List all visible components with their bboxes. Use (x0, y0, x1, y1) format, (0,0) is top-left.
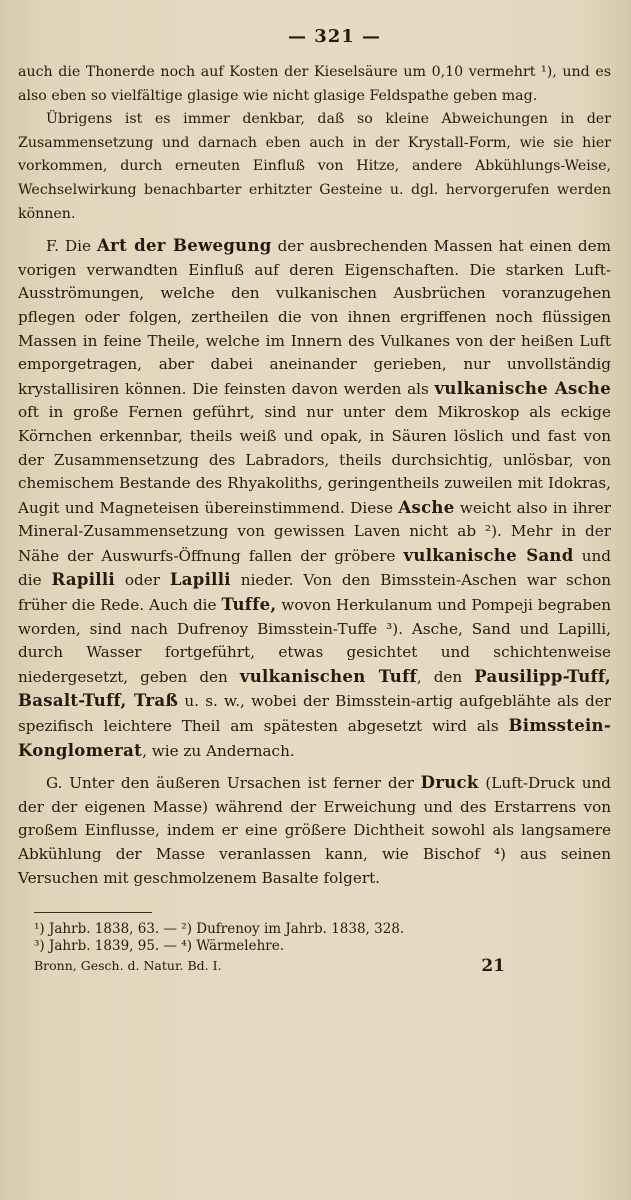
text-run: wovon Herkulanum und Pompeji begraben worden, sind nach Dufrenoy Bimsstein-Tuffe ³). Asche, Sand und Lapilli, durch Wasser fortgeführt, etwas gesichtet und schichtenweise niedergesetzt, geben den (18, 596, 611, 686)
paragraph-gap (18, 226, 611, 234)
paragraph-p4 (18, 771, 611, 890)
page-number: — 321 — (287, 26, 382, 47)
paragraph-p2 (18, 108, 611, 226)
footnote-line: ³) Jahrb. 1839, 95. — ⁴) Wärmelehre. (34, 938, 284, 955)
paragraph-gap (18, 763, 611, 771)
text-run: , den (416, 667, 475, 686)
text-run: und die (18, 546, 611, 590)
emphasized-term: Art der Bewegung (96, 236, 272, 256)
emphasized-term: Rapilli (51, 570, 115, 590)
text-run: G. Unter den äußeren Ursachen ist ferner der (46, 774, 421, 793)
emphasized-term: Asche (398, 497, 455, 517)
page-footer (34, 957, 601, 975)
text-run: (Luft-Druck und der der eigenen Masse) während der Erweichung und des Erstarrens von großem Einflusse, indem er eine größere Dichtheit sowohl als langsamere Abkühlung der Masse veranlassen kann, wie Bischof ⁴) aus seinen Versuchen mit geschmolzenem Basalte folgert. (18, 774, 611, 887)
emphasized-term: vulkanischen Tuff (239, 666, 417, 686)
emphasized-term: Druck (420, 773, 479, 793)
text-run: nieder. Von den Bimsstein-Aschen war schon früher die Rede. Auch die (18, 571, 611, 615)
paragraph-p1 (18, 61, 611, 108)
text-run: weicht also in ihrer Mineral-Zusammensetzung von gewissen Laven nicht ab ²). Mehr in der Nähe der Auswurfs-Öffnung fallen der gröbere (18, 498, 611, 565)
emphasized-term: vulkanische Asche (434, 378, 611, 398)
footnote-rule (34, 912, 152, 913)
emphasized-term: Bimsstein-Konglomerat (18, 716, 611, 760)
text-run: oder (114, 571, 170, 590)
paragraph-p3 (18, 234, 611, 763)
text-run: auch die Thonerde noch auf Kosten der Kieselsäure um 0,10 vermehrt ¹), und es also eben so vielfältige glasige wie nicht glasige Feldspathe geben mag. (18, 64, 611, 104)
text-run: F. Die (46, 237, 97, 256)
text-run: oft in große Fernen geführt, sind nur unter dem Mikroskop als eckige Körnchen erkennbar, theils weiß und opak, in Säuren löslich und fast von der Zusammensetzung des Labradors, theils durchsichtig, unlösbar, von chemischem Bestande des Rhyakoliths, geringentheils zuweilen mit Idokras, Augit und Magneteisen übereinstimmend. Diese (18, 403, 611, 517)
running-title: Bronn, Gesch. d. Natur. Bd. I. (34, 958, 222, 974)
emphasized-term: Lapilli (169, 570, 231, 590)
footnote-line: ¹) Jahrb. 1838, 63. — ²) Dufrenoy im Jahrb. 1838, 328. (34, 921, 405, 938)
text-run: u. s. w., wobei der Bimsstein-artig aufgeblähte als der spezifisch leichtere Theil am spätesten abgesetzt wird als (18, 692, 611, 736)
emphasized-term: Tuffe, (221, 595, 277, 615)
emphasized-term: Pausilipp-Tuff, Basalt-Tuff, Traß (18, 666, 611, 711)
emphasized-term: vulkanische Sand (403, 545, 574, 565)
text-run: Übrigens ist es immer denkbar, daß so kleine Abweichungen in der Zusammensetzung und darnach eben auch in der Krystall-Form, wie sie hier vorkommen, durch erneuten Einfluß von Hitze, andere Abkühlungs-Weise, Wechselwirkung benachbarter erhitzter Gesteine u. dgl. hervorgerufen werden können. (18, 111, 611, 222)
text-run: der ausbrechenden Massen hat einen dem vorigen verwandten Einfluß auf deren Eigenschaften. Die starken Luft-Ausströmungen, welche den vulkanischen Ausbrüchen voranzugehen pflegen oder folgen, zertheilen die von ihnen ergriffenen noch flüssigen Massen in feine Theile, welche im Innern des Vulkanes von der heißen Luft emporgetragen, aber dabei aneinander gerieben, nur unvollständig krystallisiren können. Die feinsten davon werden als (18, 237, 611, 398)
text-run: , wie zu Andernach. (142, 741, 295, 760)
body-text (18, 61, 611, 890)
sheet-signature: 21 (481, 956, 505, 977)
